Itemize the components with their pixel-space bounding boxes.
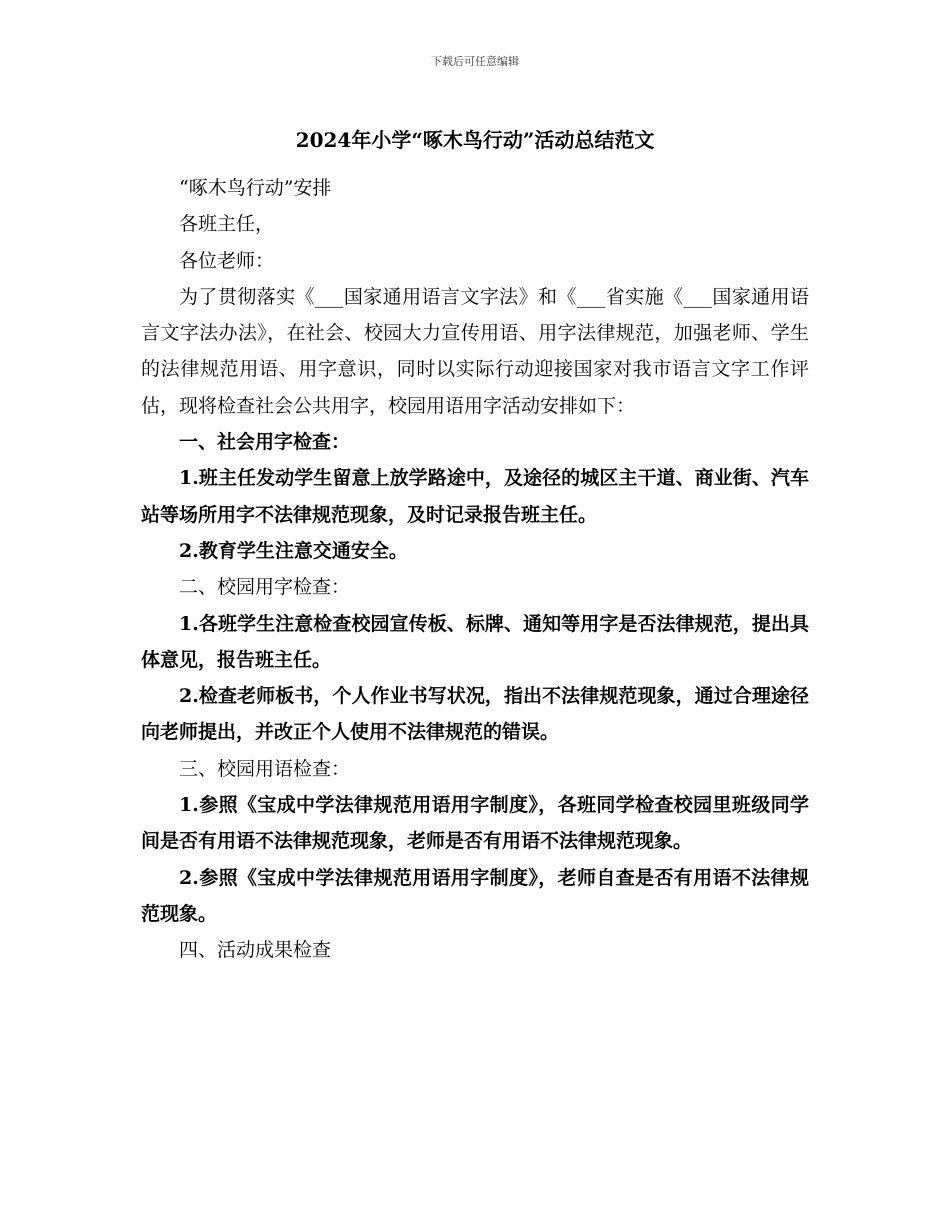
section-heading-campus-writing-check: 二、校园用字检查：	[179, 576, 351, 599]
paragraph-campus-speech-check-2: 2.参照《宝成中学法律规范用语用字制度》，老师自查是否有用语不法律规范现象。	[141, 866, 809, 925]
paragraph-campus-writing-check-2: 2.检查老师板书，个人作业书写状况，指出不法律规范现象，通过合理途径向老师提出，并改正个人使用不法律规范的错误。	[141, 685, 809, 744]
paragraph-salutation-class-teachers: 各班主任，	[179, 213, 275, 236]
paragraph-campus-speech-check-1: 1.参照《宝成中学法律规范用语用字制度》，各班同学检查校园里班级同学间是否有用语不法律规范现象，老师是否有用语不法律规范现象。	[141, 794, 809, 853]
document-title: 2024年小学“啄木鸟行动”活动总结范文	[295, 128, 655, 152]
paragraph-campus-writing-check-1: 1.各班学生注意检查校园宣传板、标牌、通知等用字是否法律规范，提出具体意见，报告班主任。	[141, 612, 809, 671]
paragraph-social-check-1: 1.班主任发动学生留意上放学路途中，及途径的城区主干道、商业街、汽车站等场所用字不法律规范现象，及时记录报告班主任。	[141, 467, 809, 526]
paragraph-arrangement-heading: “啄木鸟行动”安排	[179, 177, 332, 199]
paragraph-salutation-teachers: 各位老师：	[179, 249, 275, 272]
header-note: 下载后可任意编辑	[431, 55, 519, 68]
section-heading-results-check: 四、活动成果检查	[179, 939, 332, 962]
paragraph-social-check-2: 2.教育学生注意交通安全。	[179, 539, 408, 562]
section-heading-campus-speech-check: 三、校园用语检查：	[179, 757, 351, 780]
document-body	[141, 170, 809, 969]
section-heading-social-check: 一、社会用字检查：	[179, 431, 351, 454]
paragraph-intro: 为了贯彻落实《___国家通用语言文字法》和《___省实施《___国家通用语言文字法办法》，在社会、校园大力宣传用语、用字法律规范，加强老师、学生的法律规范用语、用字意识，同时以实际行动迎接国家对我市语言文字工作评估，现将检查社会公共用字，校园用语用字活动安排如下：	[141, 285, 809, 417]
